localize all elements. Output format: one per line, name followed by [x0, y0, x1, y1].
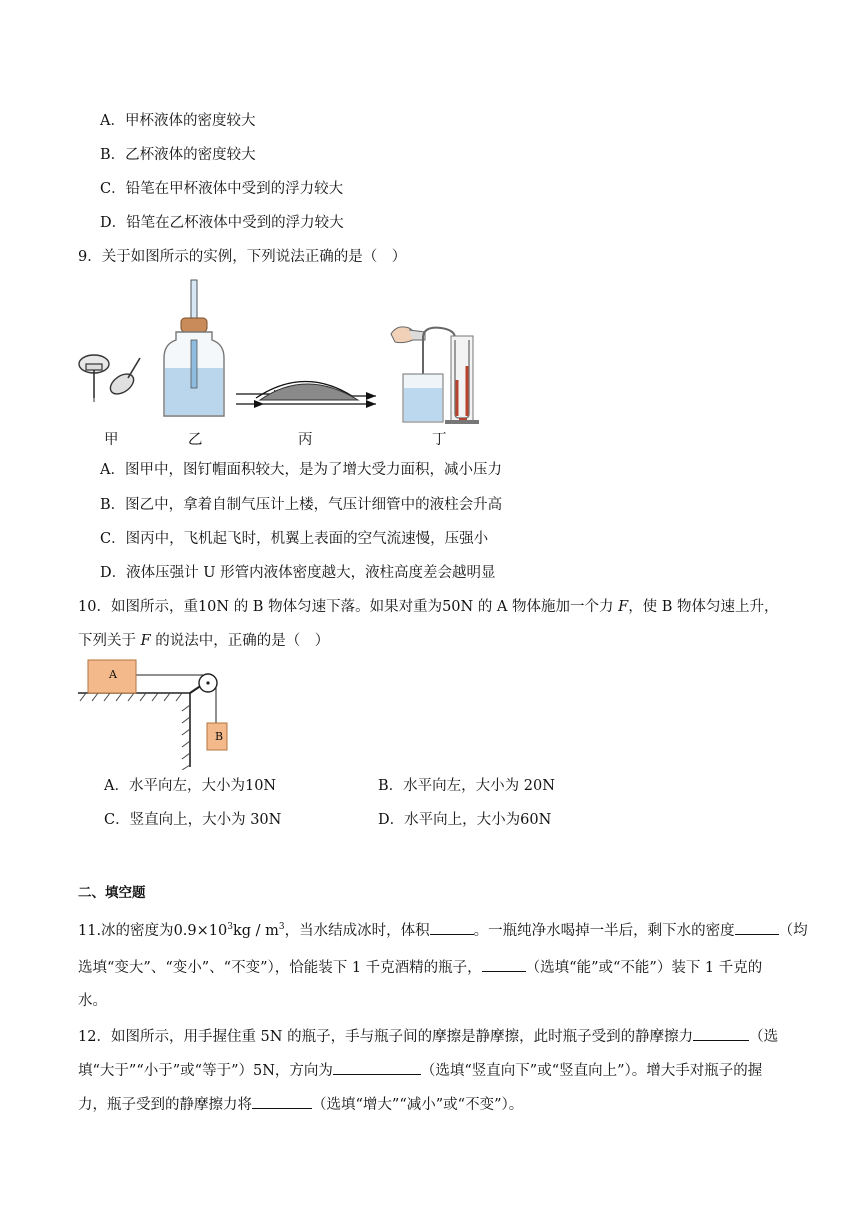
q11-line3: 水。: [78, 993, 107, 1009]
q12-line1: [78, 1026, 778, 1047]
q11-text-1b: ，当水结成冰时，体积: [284, 922, 430, 939]
q10-force-symbol-2: F: [140, 633, 151, 649]
figure-label-yi: 乙: [188, 432, 203, 448]
q12-line3: [78, 1094, 523, 1115]
q8-option-a: A．甲杯液体的密度较大: [100, 113, 256, 129]
q11-blank-2[interactable]: [735, 920, 779, 935]
q9-stem: 9．关于如图所示的实例，下列说法正确的是（ ）: [78, 249, 407, 265]
q10-stem-text-2a: 下列关于: [78, 633, 141, 649]
q10-stem-text-1b: ，使 B 物体匀速上升，: [628, 599, 779, 615]
q10-option-a: A．水平向左，大小为10N: [104, 778, 277, 794]
q9-option-b: B．图乙中，拿着自制气压计上楼，气压计细管中的液柱会升高: [100, 497, 503, 513]
q11-text-1d: （均: [778, 922, 808, 939]
q11-density-unit: kg / m: [232, 922, 279, 939]
q11-text-2a: 选填“变大”、“变小”、“不变”），恰能装下 1 千克酒精的瓶子，: [78, 960, 482, 976]
block-a-label: A: [109, 668, 117, 681]
q11-line1: [78, 917, 808, 941]
section-title-fill-in: 二、填空题: [78, 885, 146, 901]
thumbtacks-figure: [76, 352, 146, 407]
q9-option-c: C．图丙中，飞机起飞时，机翼上表面的空气流速慢，压强小: [100, 531, 489, 547]
pressure-gauge-figure: [385, 322, 485, 426]
q12-line2: [78, 1060, 762, 1081]
pulley-system-figure: [78, 655, 248, 770]
q10-stem-text-2b: 的说法中，正确的是（ ）: [150, 633, 330, 649]
q12-text-2a: 填“大于”“小于”或“等于”）5N，方向为: [78, 1063, 333, 1079]
q12-text-3a: 力，瓶子受到的静摩擦力将: [78, 1097, 252, 1113]
wing-airflow-figure: [234, 370, 380, 412]
q9-option-d: D．液体压强计 U 形管内液体密度越大，液柱高度差会越明显: [100, 565, 496, 581]
q10-stem-text-1a: 10．如图所示，重10N 的 B 物体匀速下落。如果对重为50N 的 A 物体施加一个力: [78, 599, 619, 615]
q12-text-2b: （选填“竖直向下”或“竖直向上”）。增大手对瓶子的握: [420, 1063, 763, 1079]
q11-line2: [78, 957, 762, 978]
q12-text-1b: （选: [749, 1029, 779, 1045]
figure-label-ding: 丁: [432, 432, 447, 448]
q10-option-b: B．水平向左，大小为 20N: [378, 778, 555, 794]
block-b-label: B: [215, 730, 224, 743]
q11-blank-1[interactable]: [430, 920, 474, 935]
q10-force-symbol: F: [618, 599, 629, 615]
q10-stem-line2: [78, 631, 329, 651]
q11-density-value: 0.9×10: [173, 922, 228, 939]
q11-density-exp: 3: [227, 922, 233, 932]
q12-text-3b: （选填“增大”“减小”或“不变”）。: [312, 1097, 524, 1113]
q10-option-c: C．竖直向上，大小为 30N: [104, 812, 282, 828]
figure-label-bing: 丙: [298, 432, 313, 448]
q11-unit-exp: 3: [278, 922, 285, 932]
q8-option-d: D．铅笔在乙杯液体中受到的浮力较大: [100, 215, 344, 231]
q10-stem-line1: [78, 597, 779, 617]
q9-option-a: A．图甲中，图钉帽面积较大，是为了增大受力面积，减小压力: [100, 462, 502, 478]
q12-blank-1[interactable]: [693, 1026, 749, 1041]
q11-text-2b: （选填“能”或“不能”）装下 1 千克的: [525, 960, 763, 976]
q12-blank-2[interactable]: [333, 1060, 421, 1075]
q8-option-b: B．乙杯液体的密度较大: [100, 147, 256, 163]
figure-label-jia: 甲: [104, 432, 119, 448]
bottle-barometer-figure: [162, 278, 228, 420]
q12-blank-3[interactable]: [252, 1094, 312, 1109]
q11-text-1a: 11.冰的密度为: [78, 922, 174, 939]
q10-option-d: D．水平向上，大小为60N: [378, 812, 552, 828]
q11-text-1c: 。一瓶纯净水喝掉一半后，剩下水的密度: [473, 922, 735, 939]
q8-option-c: C．铅笔在甲杯液体中受到的浮力较大: [100, 181, 344, 197]
q12-text-1a: 12．如图所示，用手握住重 5N 的瓶子，手与瓶子间的摩擦是静摩擦，此时瓶子受到的静摩擦力: [78, 1029, 694, 1045]
q11-blank-3[interactable]: [482, 957, 526, 972]
